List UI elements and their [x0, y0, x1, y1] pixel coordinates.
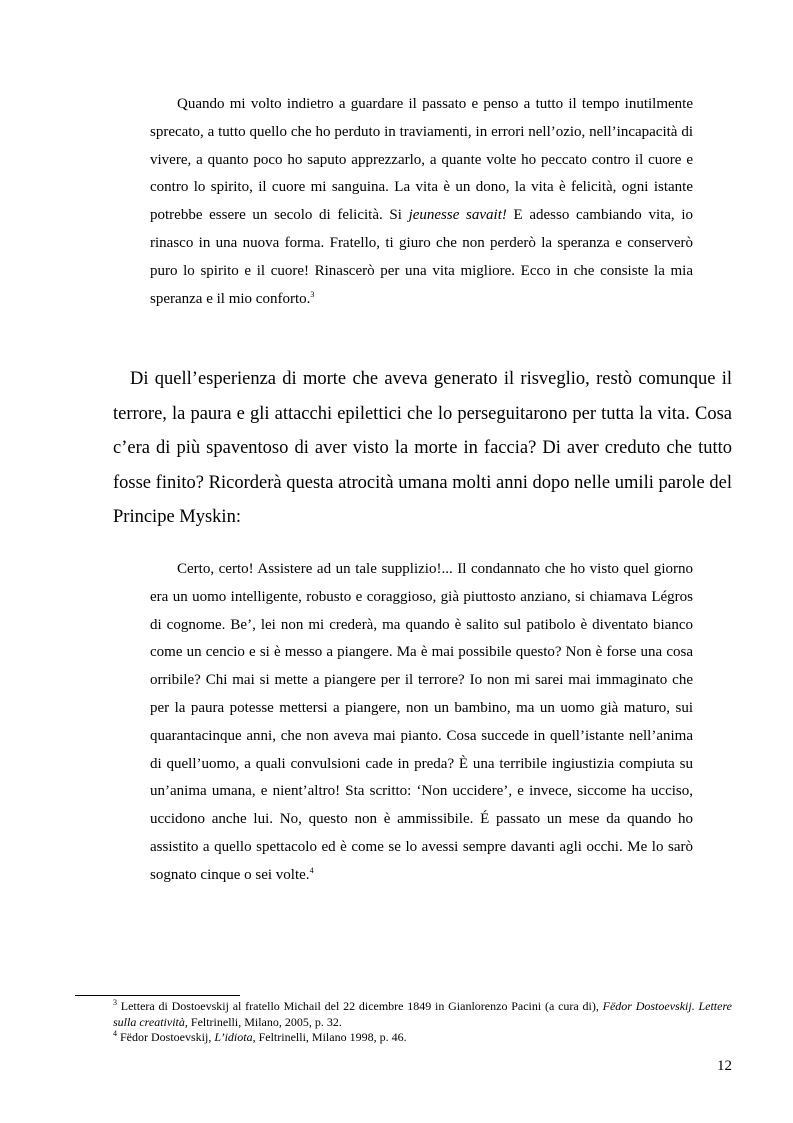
quote-text: Certo, certo! Assistere ad un tale supplizio!... Il condannato che ho visto quel giorno era un uomo intelligente, robusto e coraggioso, già piuttosto anziano, si chiamava Légros di cognome. Be’, lei non mi crederà, ma quando è salito sul patibolo è diventato bianco come un cencio e si è messo a piangere. Ma è mai possibile questo? Non è forse una cosa orribile? Chi mai si mette a piangere per il terrore? Io non mi sarei mai immaginato che per la paura potesse mettersi a piangere, non un bambino, ma un uomo già maturo, sui quarantacinque anni, che non aveva mai pianto. Cosa succede in quell’istante nell’anima di quell’uomo, a quali convulsioni cade in preda? È una terribile ingiustizia compiuta su un’anima umana, e nient’altro! Sta scritto: ‘Non uccidere’, e invece, siccome ha ucciso, uccidono anche lui. No, questo non è ammissibile. É passato un mese da quando ho assistito a quello spettacolo ed è come se lo avessi sempre davanti agli occhi. Me lo sarò sognato cinque o sei volte. — [150, 561, 693, 883]
footnote-text: Fëdor Dostoevskij, — [117, 1030, 215, 1044]
block-quote-idiot — [150, 556, 693, 890]
quote-italic-phrase: jeunesse savait! — [408, 207, 507, 224]
footnote-number: 3 — [113, 998, 117, 1007]
footnote-ref-4: 4 — [309, 865, 314, 875]
footnote-ref-3: 3 — [310, 289, 315, 299]
footnote-title: Fëdor Dostoevskij. Lettere sulla creatività — [113, 999, 733, 1029]
footnote-text-end: , Feltrinelli, Milano, 2005, p. 32. — [184, 1014, 342, 1029]
footnote-3 — [113, 999, 732, 1030]
quote-text: Quando mi volto indietro a guardare il passato e penso a tutto il tempo inutilmente sprecato, a tutto quello che ho perduto in traviamenti, in errori nell’ozio, nell’incapacità di vivere, a quanto poco ho saputo apprezzarlo, a quante volte ho peccato contro il cuore e contro lo spirito, il cuore mi sanguina. La vita è un dono, la vita è felicità, ogni istante potrebbe essere un secolo di felicità. Si — [150, 96, 693, 224]
footnotes — [113, 999, 732, 1046]
footnote-text-end: , Feltrinelli, Milano 1998, p. 46. — [252, 1030, 407, 1044]
footnote-number: 4 — [113, 1029, 117, 1038]
footnote-4 — [113, 1030, 732, 1046]
body-paragraph: Di quell’esperienza di morte che aveva generato il risveglio, restò comunque il terrore, la paura e gli attacchi epilettici che lo perseguitarono per tutta la vita. Cosa c’era di più spaventoso di aver visto la morte in faccia? Di aver creduto che tutto fosse finito? Ricorderà questa atrocità umana molti anni dopo nelle umili parole del Principe Myskin: — [113, 369, 732, 528]
quote-text-continued: E adesso cambiando vita, io rinasco in una nuova forma. Fratello, ti giuro che non perderò la speranza e conserverò puro lo spirito e il cuore! Rinascerò per una vita migliore. Ecco in che consiste la mia speranza e il mio conforto. — [150, 207, 694, 307]
page-number: 12 — [717, 1058, 732, 1074]
footnote-separator — [75, 995, 240, 996]
footnote-text: Lettera di Dostoevskij al fratello Michail del 22 dicembre 1849 in Gianlorenzo Pacini (a cura di), — [117, 999, 603, 1013]
footnote-title: L’idiota — [214, 1030, 253, 1044]
block-quote-letter — [150, 91, 693, 313]
